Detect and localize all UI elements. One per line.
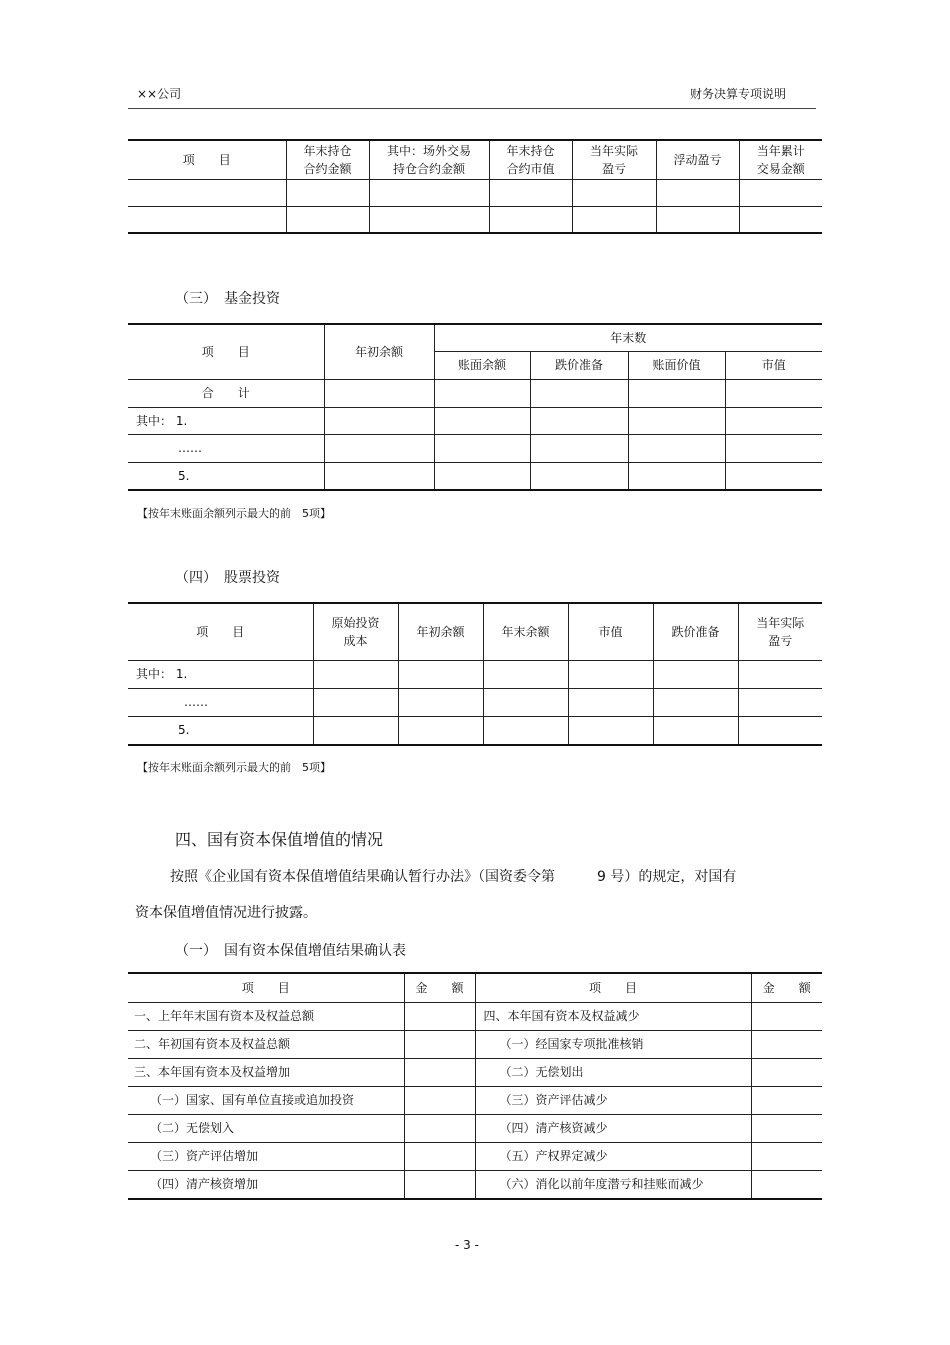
right-item: （四）清产核资减少 <box>475 1114 751 1142</box>
header-contract-amount: 年末持仓 合约金额 <box>286 140 369 179</box>
confirmation-table-title: （一） 国有资本保值增值结果确认表 <box>175 943 406 959</box>
header-cumulative-amount: 当年累计 交易金额 <box>739 140 822 179</box>
table-row <box>128 206 822 233</box>
row-label: 其中： 1. <box>128 660 313 688</box>
table-row <box>128 1058 822 1086</box>
right-item: 四、本年国有资本及权益减少 <box>475 1002 751 1030</box>
header-impairment: 跌价准备 <box>530 351 628 379</box>
left-item: （三）资产评估增加 <box>128 1142 404 1170</box>
left-item: （四）清产核资增加 <box>128 1170 404 1199</box>
confirmation-table <box>128 972 822 1200</box>
header-year-end: 年末数 <box>434 324 822 351</box>
header-actual-pl: 当年实际 盈亏 <box>738 603 822 660</box>
header-item-left: 项 目 <box>128 973 404 1002</box>
row-label: …… <box>128 688 313 716</box>
header-original-cost: 原始投资 成本 <box>313 603 398 660</box>
right-item: （六）消化以前年度潜亏和挂账而减少 <box>475 1170 751 1199</box>
table-row <box>128 660 822 688</box>
table-row <box>128 1086 822 1114</box>
header-book-balance: 账面余额 <box>434 351 530 379</box>
header-item: 项 目 <box>128 324 324 379</box>
right-item: （五）产权界定减少 <box>475 1142 751 1170</box>
table-row <box>128 179 822 206</box>
fund-table <box>128 323 822 491</box>
header-item-right: 项 目 <box>475 973 751 1002</box>
fund-section-title: （三） 基金投资 <box>175 291 280 307</box>
header-market-value: 市值 <box>568 603 653 660</box>
table-row <box>128 716 822 745</box>
paragraph-line-1: 按照《企业国有资本保值增值结果确认暂行办法》（国资委令第 9 号）的规定，对国有 <box>170 869 737 885</box>
header-amount-right: 金 额 <box>751 973 822 1002</box>
table-row <box>128 1142 822 1170</box>
paragraph-line-2: 资本保值增值情况进行披露。 <box>135 905 317 921</box>
table-row <box>128 462 822 490</box>
header-actual-pl: 当年实际 盈亏 <box>572 140 656 179</box>
left-item: 三、本年国有资本及权益增加 <box>128 1058 404 1086</box>
left-item: （一）国家、国有单位直接或追加投资 <box>128 1086 404 1114</box>
document-title: 财务决算专项说明 <box>690 87 787 101</box>
header-begin-balance: 年初余额 <box>398 603 483 660</box>
fund-note: 【按年末账面余额列示最大的前 5项】 <box>137 507 331 520</box>
page-number: - 3 - <box>455 1238 479 1252</box>
header-market-value: 年末持仓 合约市值 <box>489 140 572 179</box>
stock-section-title: （四） 股票投资 <box>175 570 280 586</box>
row-label: …… <box>128 434 324 462</box>
left-item: （二）无偿划入 <box>128 1114 404 1142</box>
right-item: （三）资产评估减少 <box>475 1086 751 1114</box>
header-impairment: 跌价准备 <box>653 603 738 660</box>
table-row <box>128 407 822 434</box>
row-label: 其中： 1. <box>128 407 324 434</box>
right-item: （二）无偿划出 <box>475 1058 751 1086</box>
header-book-value: 账面价值 <box>628 351 725 379</box>
header-begin-balance: 年初余额 <box>324 324 434 379</box>
stock-note: 【按年末账面余额列示最大的前 5项】 <box>137 761 331 774</box>
header-item: 项 目 <box>128 603 313 660</box>
row-label-total: 合 计 <box>128 379 324 407</box>
table-row <box>128 1114 822 1142</box>
header-amount-left: 金 额 <box>404 973 475 1002</box>
table-row <box>128 1170 822 1199</box>
table-row <box>128 434 822 462</box>
header-divider <box>128 108 816 109</box>
table-row <box>128 379 822 407</box>
row-label: 5. <box>128 462 324 490</box>
left-item: 二、年初国有资本及权益总额 <box>128 1030 404 1058</box>
right-item: （一）经国家专项批准核销 <box>475 1030 751 1058</box>
header-end-balance: 年末余额 <box>483 603 568 660</box>
table-row <box>128 1030 822 1058</box>
state-capital-heading: 四、国有资本保值增值的情况 <box>175 830 384 849</box>
header-market-value: 市值 <box>725 351 822 379</box>
header-floating-pl: 浮动盈亏 <box>656 140 739 179</box>
futures-table <box>128 139 822 234</box>
row-label: 5. <box>128 716 313 745</box>
header-item: 项 目 <box>128 140 286 179</box>
header-otc-amount: 其中：场外交易 持仓合约金额 <box>369 140 489 179</box>
table-row <box>128 1002 822 1030</box>
stock-table <box>128 602 822 746</box>
table-row <box>128 688 822 716</box>
company-name: ××公司 <box>137 87 182 101</box>
left-item: 一、上年年末国有资本及权益总额 <box>128 1002 404 1030</box>
